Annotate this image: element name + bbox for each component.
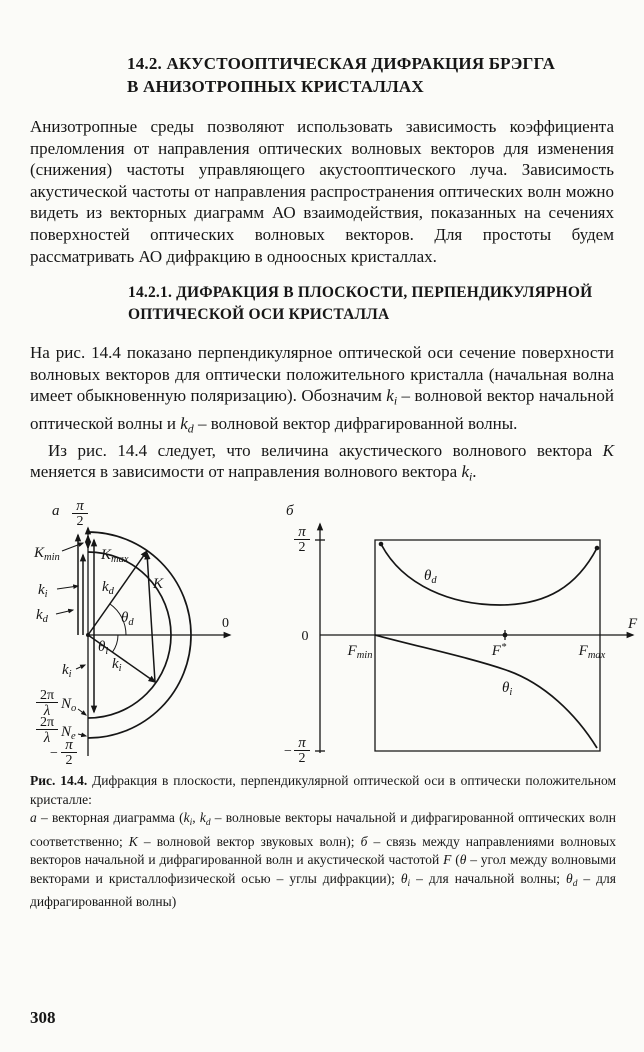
- k-d-axial-leader: [56, 610, 73, 614]
- theta-d-curve-label: $\theta_d$: [424, 568, 437, 587]
- body-paragraph-2: На рис. 14.4 показано перпендикулярное оптической оси сечение поверхности волновых векторов для оптически положительного кристалла (начальная волна имеет обыкновенную поляризацию). Обозначим $k_i$ – волновой вектор начальной оптической волны и $k_d$ – волновой вектор дифрагированной волны.: [30, 343, 614, 436]
- pi-denominator: 2: [76, 514, 84, 530]
- section-heading: [127, 52, 604, 98]
- pi-numerator: π: [76, 498, 84, 515]
- subsection-heading-line2: ОПТИЧЕСКОЙ ОСИ КРИСТАЛЛА: [128, 306, 390, 324]
- svg-text:π: π: [65, 737, 73, 754]
- f-max-label: $F_{max}$: [578, 643, 606, 662]
- k-acoustic-vector: [147, 553, 155, 682]
- svg-text:2: 2: [298, 751, 306, 767]
- theta-i-label: $\theta_i$: [98, 639, 109, 658]
- k-i-lower-label: $k_i$: [62, 662, 72, 681]
- zero-label: 0: [301, 629, 309, 645]
- svg-text:−: −: [284, 744, 292, 760]
- diagram-b-letter: б: [286, 503, 294, 520]
- k-acoustic-label: K: [153, 576, 164, 593]
- pi-half-label: [72, 498, 88, 529]
- svg-text:π: π: [298, 735, 306, 752]
- svg-text:2: 2: [65, 753, 73, 769]
- neg-pi-half-label-b: [284, 735, 325, 766]
- subsection-heading-line1: 14.2.1. ДИФРАКЦИЯ В ПЛОСКОСТИ, ПЕРПЕНДИКУЛЯРНОЙ: [128, 284, 593, 302]
- section-heading-line2: В АНИЗОТРОПНЫХ КРИСТАЛЛАХ: [127, 77, 424, 96]
- theta-d-curve-end-dot: [595, 546, 600, 551]
- subsection-heading: [128, 282, 614, 326]
- svg-text:π: π: [298, 524, 306, 541]
- plot-frame: [375, 540, 600, 751]
- svg-text:Ne: $N_e$: [61, 724, 76, 743]
- k-i-axial-leader: [57, 586, 78, 589]
- k-min-label: $K_{min}$: [34, 545, 60, 564]
- book-page: [0, 52, 644, 1052]
- figure-14-4-image: [0, 498, 644, 768]
- k-i-axial-label: $k_i$: [38, 582, 48, 601]
- diagram-a: [33, 498, 230, 768]
- figure-14-4: [0, 498, 644, 768]
- k-min-leader: [62, 543, 83, 551]
- figure-caption-title: Рис. 14.4. Дифракция в плоскости, перпендикулярной оптической оси в оптически положительном кристалле:: [30, 773, 616, 807]
- theta-d-label: $\theta_d$: [121, 610, 134, 629]
- radius-ne-label: [36, 715, 86, 746]
- f-axis-label: F: [628, 616, 638, 633]
- theta-d-curve-start-dot: [379, 542, 384, 547]
- f-star-dot: [503, 633, 508, 638]
- svg-text:λ: λ: [43, 703, 51, 720]
- svg-text:2π: 2π: [39, 688, 55, 704]
- svg-text:λ: λ: [43, 730, 51, 747]
- page-number: 308: [30, 1008, 56, 1027]
- svg-text:2: 2: [298, 540, 306, 556]
- body-paragraph-1: Анизотропные среды позволяют использовать зависимость коэффициента преломления от направления оптических волновых векторов для изменения (снижения) частоты управляющего акустооптического луча. Зависимость акустической частоты от направления распространения оптических волн можно видеть из векторных диаграмм АО взаимодействия, показанных на сечениях поверхностей оптических волновых векторов. Для простоты будем рассматривать АО дифракцию в одноосных кристаллах.: [30, 117, 614, 266]
- diagram-b: [284, 503, 638, 766]
- body-paragraph-3: Из рис. 14.4 следует, что величина акустического волнового вектора K меняется в зависимости от направления волнового вектора $k_i$.: [30, 440, 614, 484]
- f-min-label: $F_{min}$: [347, 643, 373, 662]
- theta-i-curve: [375, 635, 597, 748]
- theta-i-curve-label: $\theta_i$: [502, 680, 513, 699]
- figure-caption-body: а – векторная диаграмма ($k_i$, $k_d$ – волновые векторы начальной и дифрагированной оптических волн соответственно; K – волновой вектор звуковых волн); б – связь между направлениями волновых векторов начальной и дифрагированной волн и акустической частотой F (θ – угол между волновыми векторами и кристаллофизической осью – углы дифракции); $\theta_i$ – для начальной волны; $\theta_d$ – для дифрагированной волны): [30, 810, 617, 910]
- axis-zero-label: 0: [222, 616, 229, 632]
- section-heading-line1: 14.2. АКУСТООПТИЧЕСКАЯ ДИФРАКЦИЯ БРЭГГА: [127, 54, 556, 73]
- k-d-axial-label: $k_d$: [36, 607, 48, 626]
- k-d-vector-label: $k_d$: [102, 579, 114, 598]
- figure-caption: [30, 772, 616, 911]
- n-e-leader: [78, 734, 86, 736]
- k-i-lower-leader: [76, 665, 85, 669]
- svg-text:2π: 2π: [39, 715, 55, 731]
- diagram-a-letter: а: [52, 503, 60, 520]
- k-max-label: $K_{max}$: [101, 547, 129, 566]
- theta-i-arc: [113, 635, 119, 652]
- svg-text:−: −: [50, 746, 58, 762]
- n-o-leader: [78, 709, 86, 715]
- f-star-label: F*: [491, 642, 507, 660]
- svg-text:No: $N_o$: [61, 696, 77, 715]
- k-i-vector-label: $k_i$: [112, 656, 122, 675]
- theta-d-curve: [381, 544, 597, 605]
